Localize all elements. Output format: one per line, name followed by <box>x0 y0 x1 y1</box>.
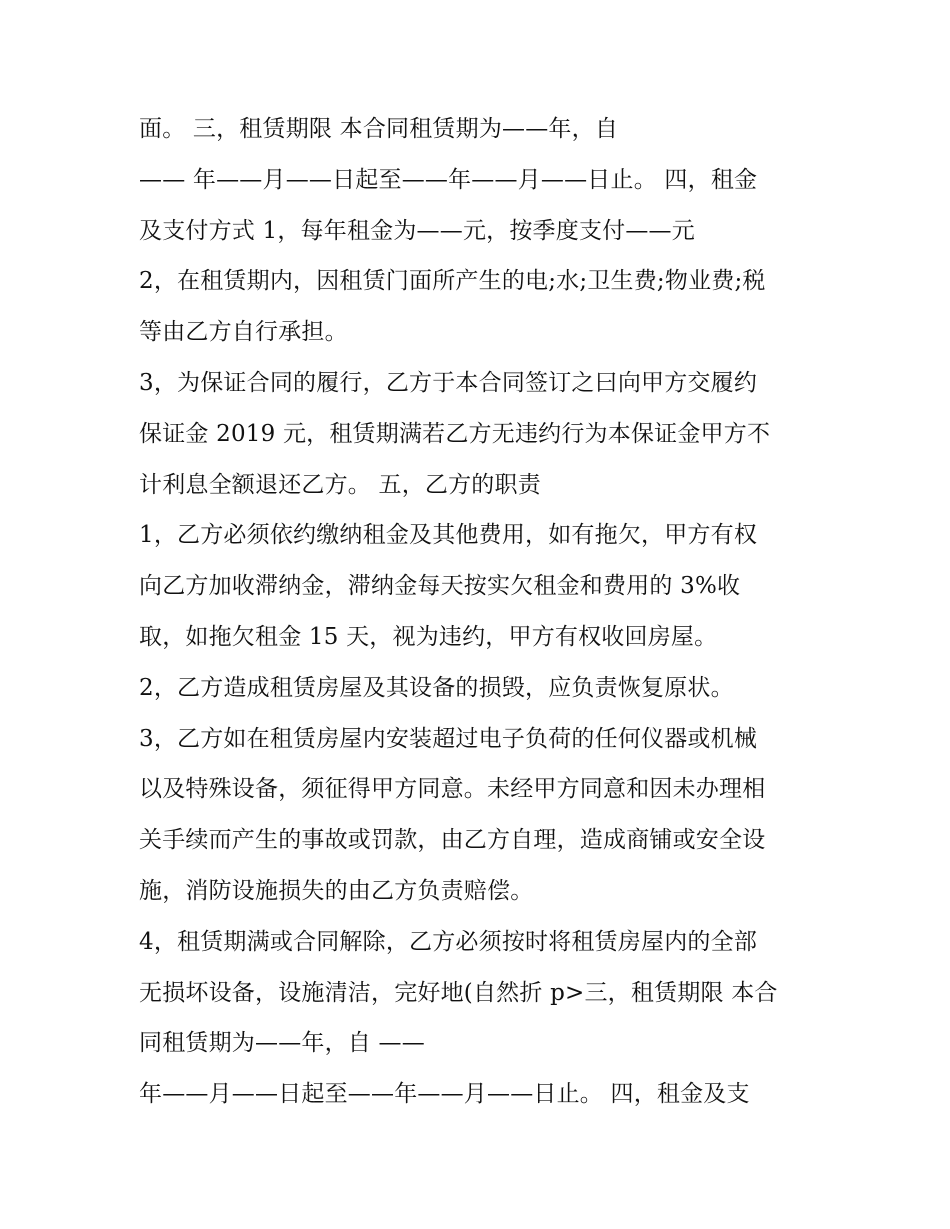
text-line: 关手续而产生的事故或罚款，由乙方自理，造成商铺或安全设 <box>139 827 766 854</box>
text-line: 取，如拖欠租金 15 天，视为违约，甲方有权收回房屋。 <box>139 623 718 650</box>
text-line: 3，乙方如在租赁房屋内安装超过电子负荷的任何仪器或机械 <box>139 725 758 752</box>
contract-text-body <box>139 110 839 1126</box>
text-line: 面。 三，租赁期限 本合同租赁期为——年，自 <box>139 116 619 142</box>
text-line: 保证金 2019 元，租赁期满若乙方无违约行为本保证金甲方不 <box>139 420 771 447</box>
text-line: 2，乙方造成租赁房屋及其设备的损毁，应负责恢复原状。 <box>139 674 734 701</box>
text-line: 2，在租赁期内，因租赁门面所产生的电;水;卫生费;物业费;税 <box>139 268 766 295</box>
text-line: 4，租赁期满或合同解除，乙方必须按时将租赁房屋内的全部 <box>139 928 758 955</box>
text-line: 向乙方加收滞纳金，滞纳金每天按实欠租金和费用的 3%收 <box>139 573 741 600</box>
text-line: 施，消防设施损失的由乙方负责赔偿。 <box>139 877 534 904</box>
text-line: 同租赁期为——年，自 —— <box>139 1030 425 1057</box>
text-line: 无损坏设备，设施清洁，完好地(自然折 p>三，租赁期限 本合 <box>139 979 778 1006</box>
text-line: 等由乙方自行承担。 <box>139 319 348 346</box>
text-line: 1，乙方必须依约缴纳租金及其他费用，如有拖欠，甲方有权 <box>139 522 758 549</box>
text-line: 3，为保证合同的履行，乙方于本合同签订之曰向甲方交履约 <box>139 369 758 396</box>
text-line: 以及特殊设备，须征得甲方同意。未经甲方同意和因未办理相 <box>139 776 766 803</box>
text-line: 年——月——日起至——年——月——日止。 四，租金及支 <box>139 1081 750 1108</box>
text-line: —— 年——月——日起至——年——月——日止。 四，租金 <box>139 166 758 193</box>
text-line: 及支付方式 1，每年租金为——元，按季度支付——元 <box>139 217 695 244</box>
text-line: 计利息全额退还乙方。 五，乙方的职责 <box>139 471 541 498</box>
